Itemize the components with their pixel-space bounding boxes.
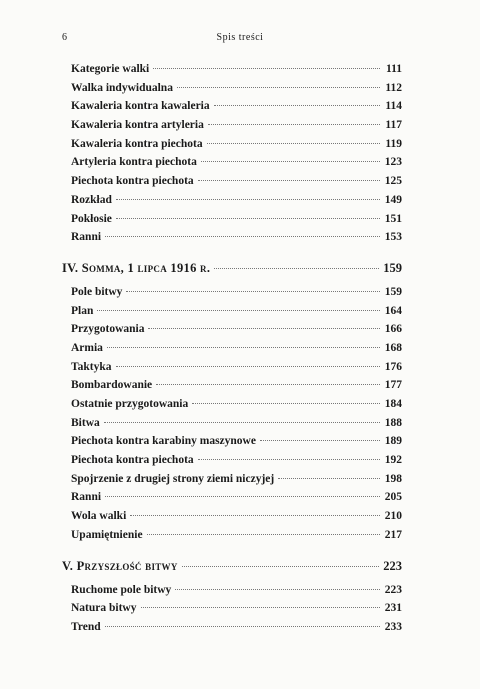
dot-leader — [105, 236, 380, 237]
dot-leader — [107, 347, 380, 348]
toc-entry — [62, 398, 402, 417]
toc-entry-title: Artyleria kontra piechota — [71, 156, 197, 169]
toc-entry-title: Spojrzenie z drugiej strony ziemi niczyjej — [71, 472, 275, 485]
dot-leader — [116, 366, 381, 367]
dot-leader — [105, 496, 380, 497]
dot-leader — [105, 626, 380, 627]
toc-chapter-page: 223 — [383, 558, 402, 573]
toc-entry — [62, 213, 402, 232]
toc-entry — [62, 621, 402, 640]
toc-entry-title: Ranni — [71, 231, 102, 244]
toc-entry — [62, 231, 402, 250]
dot-leader — [198, 180, 380, 181]
dot-leader — [208, 124, 380, 125]
toc-entry — [62, 323, 402, 342]
toc-entry-page: 217 — [384, 528, 402, 541]
dot-leader — [182, 566, 380, 567]
dot-leader — [156, 384, 380, 385]
toc-entry — [62, 63, 402, 82]
toc-entry-title: Kawaleria kontra kawaleria — [71, 100, 210, 113]
dot-leader — [147, 534, 380, 535]
toc-entry — [62, 119, 402, 138]
toc-entry-page: 231 — [384, 602, 402, 615]
dot-leader — [214, 268, 379, 269]
toc-entry — [62, 286, 402, 305]
toc-entry-page: 119 — [385, 137, 402, 150]
dot-leader — [175, 589, 380, 590]
toc-entry-title: Armia — [71, 341, 103, 354]
toc-entry — [62, 82, 402, 101]
toc-entry-title: Przygotowania — [71, 323, 145, 336]
dot-leader — [97, 310, 380, 311]
dot-leader — [192, 403, 380, 404]
toc-entry-page: 205 — [384, 491, 402, 504]
dot-leader — [148, 328, 380, 329]
dot-leader — [260, 440, 380, 441]
toc-entry-page: 151 — [384, 212, 402, 225]
toc-entry-title: Taktyka — [71, 360, 112, 373]
toc-entry — [62, 100, 402, 119]
dot-leader — [141, 607, 381, 608]
toc-entry-page: 166 — [384, 323, 402, 336]
toc-entry-page: 210 — [384, 510, 402, 523]
toc-entry-page: 111 — [386, 63, 402, 75]
toc-entry — [62, 342, 402, 361]
toc-entry-page: 176 — [384, 360, 402, 373]
toc-entry-page: 188 — [384, 416, 402, 429]
toc-entry-title: Trend — [71, 620, 101, 633]
toc-entry — [62, 454, 402, 473]
dot-leader — [201, 161, 380, 162]
page-number: 6 — [62, 32, 68, 43]
toc-entry — [62, 584, 402, 603]
toc-entry-title: Bitwa — [71, 416, 100, 429]
toc-entry — [62, 379, 402, 398]
toc-entry-page: 149 — [384, 193, 402, 206]
toc-entry-title: Bombardowanie — [71, 379, 153, 392]
dot-leader — [153, 68, 380, 69]
toc-entry-title: Piechota kontra karabiny maszynowe — [71, 435, 256, 448]
toc-entry-title: Kategorie walki — [71, 63, 150, 75]
running-title: Spis treści — [216, 32, 264, 43]
toc-entry-title: Plan — [71, 304, 94, 317]
dot-leader — [214, 105, 380, 106]
table-of-contents — [62, 63, 402, 640]
dot-leader — [130, 515, 380, 516]
toc-entry — [62, 510, 402, 529]
toc-entry — [62, 435, 402, 454]
toc-entry-title: Ostatnie przygotowania — [71, 398, 189, 410]
toc-entry — [62, 305, 402, 324]
toc-chapter-title: V. Przyszłość bitwy — [62, 558, 178, 573]
toc-entry-title: Walka indywidualna — [71, 81, 173, 94]
toc-entry-page: 114 — [385, 100, 402, 113]
toc-entry — [62, 138, 402, 157]
toc-entry — [62, 361, 402, 380]
toc-chapter-title: IV. Somma, 1 lipca 1916 r. — [62, 260, 211, 275]
toc-entry — [62, 156, 402, 175]
toc-entry-page: 112 — [385, 81, 402, 94]
dot-leader — [126, 291, 380, 292]
toc-chapter-5 — [62, 559, 402, 581]
toc-entry-page: 184 — [384, 398, 402, 410]
toc-entry-title: Ruchome pole bitwy — [71, 583, 172, 596]
toc-entry — [62, 491, 402, 510]
toc-entry-title: Pole bitwy — [71, 285, 123, 298]
toc-entry-page: 189 — [384, 435, 402, 448]
toc-entry-page: 123 — [384, 156, 402, 169]
toc-entry-page: 177 — [384, 379, 402, 392]
toc-entry-title: Rozkład — [71, 193, 112, 206]
dot-leader — [104, 422, 380, 423]
toc-entry — [62, 417, 402, 436]
toc-entry-title: Pokłosie — [71, 212, 112, 225]
toc-entry-title: Ranni — [71, 491, 102, 504]
page-header — [62, 32, 418, 48]
dot-leader — [278, 478, 380, 479]
dot-leader — [116, 218, 380, 219]
toc-entry-title: Upamiętnienie — [71, 528, 143, 541]
toc-entry-page: 125 — [384, 175, 402, 188]
toc-entry-page: 164 — [384, 304, 402, 317]
toc-entry-page: 233 — [384, 620, 402, 633]
toc-entry-page: 223 — [384, 583, 402, 596]
toc-entry — [62, 529, 402, 548]
toc-entry — [62, 473, 402, 492]
toc-entry-page: 192 — [384, 454, 402, 467]
toc-entry-title: Kawaleria kontra artyleria — [71, 119, 204, 132]
toc-chapter-4 — [62, 261, 402, 283]
toc-entry-page: 153 — [384, 231, 402, 244]
toc-entry-page: 117 — [385, 119, 402, 132]
dot-leader — [207, 143, 380, 144]
toc-entry-page: 168 — [384, 341, 402, 354]
toc-entry-title: Piechota kontra piechota — [71, 175, 194, 188]
toc-entry-page: 198 — [384, 472, 402, 485]
toc-entry — [62, 194, 402, 213]
toc-entry-title: Piechota kontra piechota — [71, 454, 194, 467]
toc-entry-title: Natura bitwy — [71, 602, 137, 615]
toc-entry — [62, 175, 402, 194]
dot-leader — [116, 199, 380, 200]
dot-leader — [198, 459, 380, 460]
toc-entry-title: Wola walki — [71, 510, 127, 523]
toc-chapter-page: 159 — [383, 260, 402, 275]
dot-leader — [177, 87, 380, 88]
toc-entry — [62, 602, 402, 621]
toc-entry-page: 159 — [384, 285, 402, 298]
toc-entry-title: Kawaleria kontra piechota — [71, 137, 203, 150]
